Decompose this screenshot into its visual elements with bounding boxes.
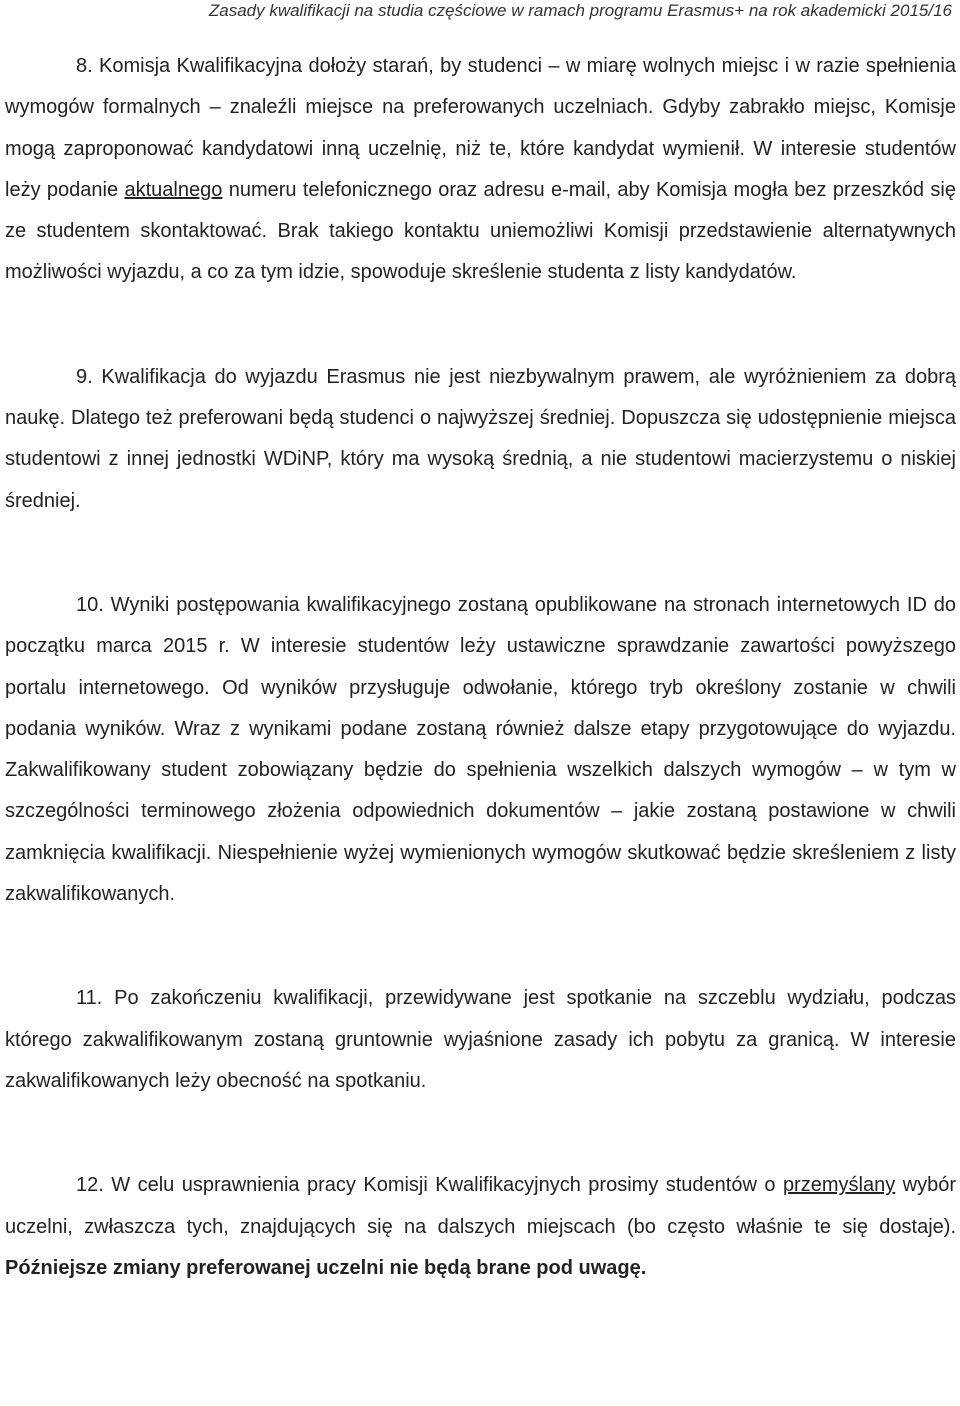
underlined-text: przemyślany	[782, 1174, 896, 1197]
bold-notice: Późniejsze zmiany preferowanej uczelni nie będą brane pod uwagę.	[5, 1256, 647, 1279]
paragraph-number: 9.	[76, 365, 93, 388]
document-body	[5, 46, 956, 1289]
paragraph-text: wybór uczelni, zwłaszcza tych, znajdujących się na dalszych miejscach (bo często właśnie te się dostaje).	[5, 1174, 956, 1238]
paragraph-text: Po zakończeniu kwalifikacji, przewidywane jest spotkanie na szczeblu wydziału, podczas którego zakwalifikowanym zostaną gruntownie wyjaśnione zasady ich pobytu za granicą. W interesie zakwalifikowanych leży obecność na spotkaniu.	[5, 987, 956, 1092]
paragraph-text: Wyniki postępowania kwalifikacyjnego zostaną opublikowane na stronach internetowych ID do początku marca 2015 r. W interesie studentów leży ustawiczne sprawdzanie zawartości powyższego portalu internetowego. Od wyników przysługuje odwołanie, którego tryb określony zostanie w chwili podania wyników. Wraz z wynikami podane zostaną również dalsze etapy przygotowujące do wyjazdu. Zakwalifikowany student zobowiązany będzie do spełnienia wszelkich dalszych wymogów – w tym w szczególności terminowego złożenia odpowiednich dokumentów – jakie zostaną postawione w chwili zamknięcia kwalifikacji. Niespełnienie wyżej wymienionych wymogów skutkować będzie skreśleniem z listy zakwalifikowanych.	[5, 593, 956, 906]
paragraph-10	[5, 585, 956, 915]
paragraph-number: 8.	[76, 55, 93, 77]
paragraph-number: 11.	[76, 987, 103, 1010]
page-header: Zasady kwalifikacji na studia częściowe w ramach programu Erasmus+ na rok akademicki 2015/16	[208, 1, 952, 20]
paragraph-text: numeru telefonicznego oraz adresu e-mail, aby Komisja mogła bez przeszkód się ze studentem skontaktować. Brak takiego kontaktu uniemożliwi Komisji przedstawienie alternatywnych możliwości wyjazdu, a co za tym idzie, spowoduje skreślenie studenta z listy kandydatów.	[5, 178, 956, 284]
paragraph-9	[5, 357, 956, 522]
paragraph-number: 10.	[76, 593, 104, 616]
paragraph-12	[5, 1165, 956, 1289]
paragraph-text: Kwalifikacja do wyjazdu Erasmus nie jest niezbywalnym prawem, ale wyróżnieniem za dobrą naukę. Dlatego też preferowani będą studenci o najwyższej średniej. Dopuszcza się udostępnienie miejsca studentowi z innej jednostki WDiNP, który ma wysoką średnią, a nie studentowi macierzystemu o niskiej średniej.	[5, 365, 956, 512]
paragraph-number: 12.	[76, 1174, 104, 1197]
paragraph-text: Komisja Kwalifikacyjna dołoży starań, by studenci – w miarę wolnych miejsc i w razie spełnienia wymogów formalnych – znaleźli miejsce na preferowanych uczelniach. Gdyby zabrakło miejsc, Komisje mogą zaproponować kandydatowi inną uczelnię, niż te, które kandydat wymienił. W interesie studentów leży podanie	[5, 55, 956, 201]
paragraph-11	[5, 978, 956, 1102]
underlined-text: aktualnego	[124, 178, 223, 201]
paragraph-text: W celu usprawnienia pracy Komisji Kwalifikacyjnych prosimy studentów o	[103, 1174, 783, 1197]
paragraph-8	[5, 46, 956, 294]
